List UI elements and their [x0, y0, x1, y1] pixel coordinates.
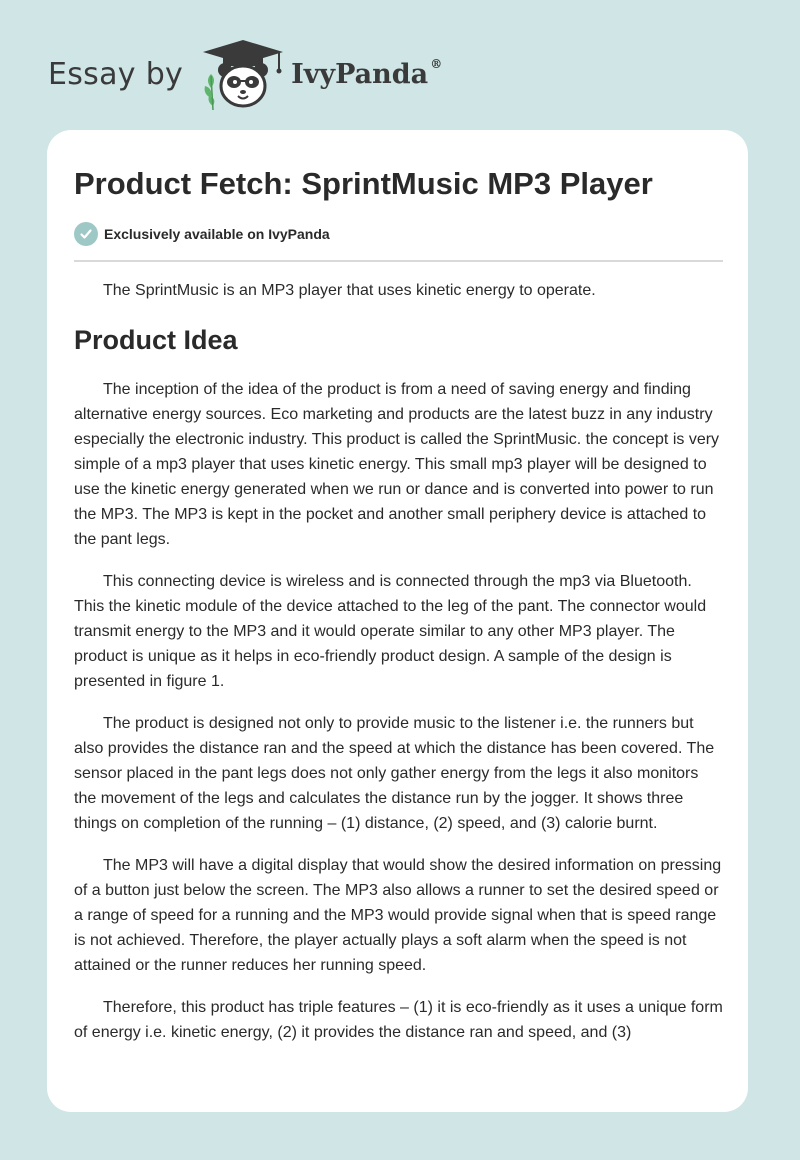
body-paragraph: The product is designed not only to provide music to the listener i.e. the runners but also provides the distance ran and the speed at which the distance has been covered. The sensor placed in the pant legs does not only gather energy from the legs it also monitors the movement of the legs and calculates the distance run by the jogger. It shows three things on completion of the running – (1) distance, (2) speed, and (3) calorie burnt. — [74, 715, 715, 832]
divider — [74, 260, 723, 262]
registered-mark: ® — [430, 56, 443, 71]
check-circle-icon — [74, 222, 98, 246]
brand-name[interactable] — [291, 56, 443, 90]
brand-name-text: IvyPanda — [291, 58, 429, 90]
body-paragraph: The inception of the idea of the product is from a need of saving energy and finding alternative energy sources. Eco marketing and products are the latest buzz in any industry especially the electronic industry. This product is called the SprintMusic. the concept is very simple of a mp3 player that uses kinetic energy. This small mp3 player will be designed to use the kinetic energy generated when we run or dance and is converted into power to run the MP3. The MP3 is kept in the pocket and another small periphery device is attached to the pant legs. — [74, 381, 720, 548]
section-heading: Product Idea — [74, 325, 238, 355]
panda-graduate-logo-icon[interactable] — [199, 36, 287, 112]
body-paragraph: This connecting device is wireless and is connected through the mp3 via Bluetooth. This the kinetic module of the device attached to the leg of the pant. The connector would transmit energy to the MP3 and it would operate similar to any other MP3 player. The product is unique as it helps in eco-friendly product design. A sample of the design is presented in figure 1. — [74, 573, 707, 690]
exclusive-badge — [74, 222, 330, 246]
body-paragraph: Therefore, this product has triple features – (1) it is eco-friendly as it uses a unique form of energy i.e. kinetic energy, (2) it provides the distance ran and speed, and (3) — [74, 999, 723, 1041]
essay-by-label: Essay by — [48, 56, 184, 92]
intro-paragraph: The SprintMusic is an MP3 player that uses kinetic energy to operate. — [103, 282, 596, 299]
exclusive-label: Exclusively available on IvyPanda — [104, 226, 330, 242]
article-card — [47, 130, 748, 1112]
page-title: Product Fetch: SprintMusic MP3 Player — [74, 166, 653, 201]
site-header — [48, 34, 442, 114]
article-body — [74, 278, 724, 1062]
body-paragraph: The MP3 will have a digital display that would show the desired information on pressing of a button just below the screen. The MP3 also allows a runner to set the desired speed or a range of speed for a running and the MP3 would provide signal when that is speed range is not achieved. Therefore, the player actually plays a soft alarm when the speed is not attained or the runner reduces her running speed. — [74, 857, 722, 974]
